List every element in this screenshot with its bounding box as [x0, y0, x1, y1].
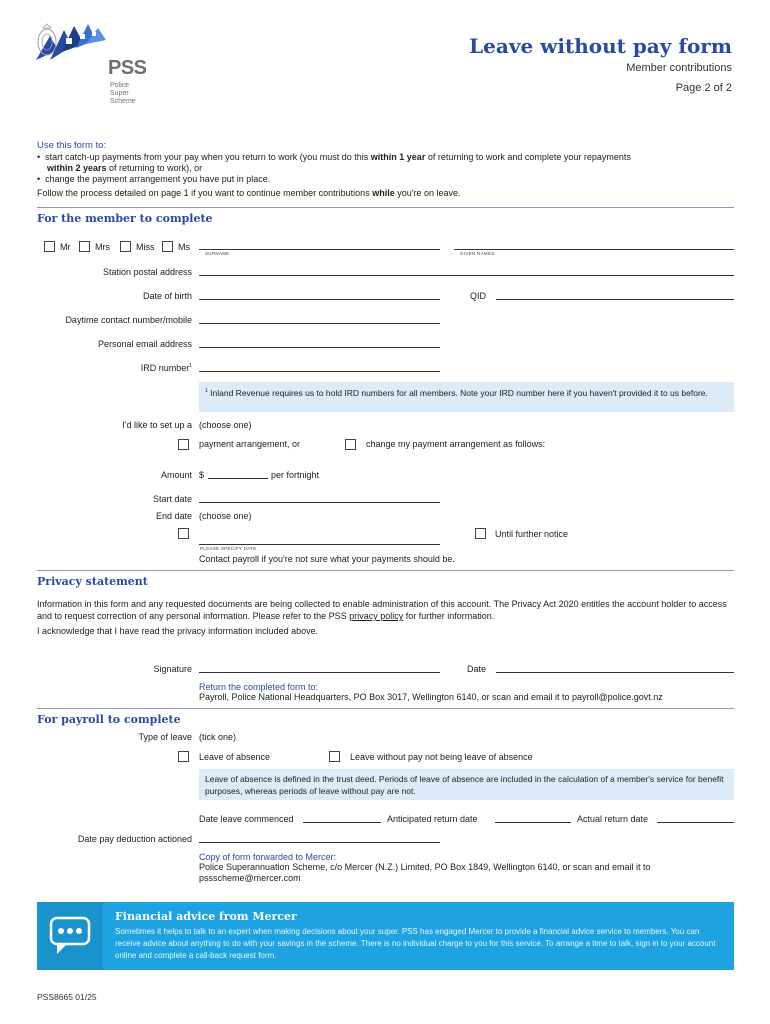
intro-bullet-2: • change the payment arrangement you have put in place.: [37, 174, 271, 184]
mercer-icon-box: [37, 902, 103, 970]
pss-logo: [36, 22, 166, 122]
leave-note-text: Leave of absence is defined in the trust deed. Periods of leave of absence are included in the calculation of a member's service for benefit purposes, whereas periods of leave without pay are not.: [205, 774, 724, 796]
logo-text: PSS: [108, 57, 147, 79]
until-further-notice-checkbox[interactable]: [475, 528, 486, 539]
intro-bullet-1-cont: within 2 years of returning to work), or: [47, 163, 203, 173]
email-label: Personal email address: [97, 339, 192, 349]
email-field[interactable]: [199, 347, 440, 348]
mercer-banner: [37, 902, 734, 970]
title-mrs-checkbox[interactable]: [79, 241, 90, 252]
ird-field[interactable]: [199, 371, 440, 372]
dob-label: Date of birth: [142, 291, 192, 301]
amount-label: Amount: [160, 470, 192, 480]
dob-field[interactable]: [199, 299, 440, 300]
leave-of-absence-label: Leave of absence: [199, 752, 271, 762]
given-names-field[interactable]: [454, 249, 734, 250]
form-code: PSS8665 01/25: [37, 992, 97, 1002]
deduction-actioned-field[interactable]: [199, 842, 440, 843]
divider: [37, 570, 734, 571]
signature-date-label: Date: [467, 664, 487, 674]
end-date-choose-one: (choose one): [199, 511, 252, 521]
signature-field[interactable]: [199, 672, 440, 673]
title-mr-checkbox[interactable]: [44, 241, 55, 252]
return-text: Payroll, Police National Headquarters, PO Box 3017, Wellington 6140, or scan and email it to payroll@police.govt.nz: [199, 692, 663, 702]
deduction-actioned-label: Date pay deduction actioned: [77, 834, 192, 844]
form-subtitle: Member contributions: [626, 62, 732, 74]
return-title: Return the completed form to:: [199, 682, 319, 692]
setup-label: I'd like to set up a: [122, 420, 192, 430]
title-miss-label: Miss: [136, 242, 155, 252]
privacy-policy-link[interactable]: privacy policy: [349, 611, 404, 621]
form-title: Leave without pay form: [469, 34, 732, 58]
ird-label: IRD number$^1$: [140, 363, 192, 373]
leave-without-pay-checkbox[interactable]: [329, 751, 340, 762]
payment-arrangement-checkbox[interactable]: [178, 439, 189, 450]
mercer-title: Financial advice from Mercer: [115, 910, 297, 923]
qid-label: QID: [470, 291, 487, 301]
leave-without-pay-label: Leave without pay not being leave of absence: [350, 752, 533, 762]
page-number: Page 2 of 2: [675, 82, 732, 94]
date-commenced-field[interactable]: [303, 822, 381, 823]
leave-of-absence-checkbox[interactable]: [178, 751, 189, 762]
privacy-ack: I acknowledge that I have read the privacy information included above.: [37, 626, 319, 636]
chat-bubble-icon: [37, 902, 103, 970]
end-date-label: End date: [155, 511, 192, 521]
please-specify-caption: PLEASE SPECIFY DATE: [200, 546, 257, 551]
change-arrangement-label: change my payment arrangement as follows:: [366, 439, 546, 449]
logo-subtext: Police Super Scheme: [110, 82, 136, 105]
change-arrangement-checkbox[interactable]: [345, 439, 356, 450]
station-address-label: Station postal address: [102, 267, 192, 277]
station-address-field[interactable]: [199, 275, 734, 276]
copy-text: Police Superannuation Scheme, c/o Mercer (N.Z.) Limited, PO Box 1849, Wellington 6140, or scan and email it to pssscheme@mercer.com: [199, 862, 651, 883]
title-ms-label: Ms: [178, 242, 190, 252]
type-of-leave-label: Type of leave: [138, 732, 192, 742]
title-miss-checkbox[interactable]: [120, 241, 131, 252]
anticipated-return-field[interactable]: [495, 822, 571, 823]
divider: [37, 708, 734, 709]
surname-field[interactable]: [199, 249, 440, 250]
ird-note-box: [199, 382, 734, 412]
intro-title: Use this form to:: [37, 140, 107, 151]
privacy-text: Information in this form and any requested documents are being collected to enable administration of this account. The Privacy Act 2020 entitles the account holder to access and to request correction of any personal information. Please refer to the PSS privacy policy for further information.: [37, 599, 727, 621]
daytime-contact-field[interactable]: [199, 323, 440, 324]
tick-one-label: (tick one): [199, 732, 237, 742]
actual-return-field[interactable]: [657, 822, 734, 823]
given-names-caption: GIVEN NAMES: [460, 251, 495, 256]
mercer-text: Sometimes it helps to talk to an expert when making decisions about your super. PSS has engaged Mercer to provide a financial advice service to members. You can receive advice about anything to do with your savings in the scheme. There is no individual charge to you for this service. To arrange a time to talk, sign in to your account online and complete a call-back request form.: [115, 927, 716, 960]
setup-choose-one: (choose one): [199, 420, 252, 430]
divider: [37, 207, 734, 208]
leave-note-box: [199, 769, 734, 800]
signature-label: Signature: [153, 664, 192, 674]
payroll-heading: For payroll to complete: [37, 713, 181, 726]
police-crest-icon: [36, 22, 58, 60]
title-mrs-label: Mrs: [95, 242, 110, 252]
amount-field[interactable]: [208, 478, 268, 479]
dollar-sign: $: [199, 470, 205, 480]
per-fortnight-label: per fortnight: [271, 470, 320, 480]
anticipated-return-label: Anticipated return date: [387, 814, 478, 824]
daytime-contact-label: Daytime contact number/mobile: [65, 315, 192, 325]
surname-caption: SURNAME: [205, 251, 230, 256]
payment-arrangement-label: payment arrangement, or: [199, 439, 301, 449]
title-mr-label: Mr: [60, 242, 71, 252]
signature-date-field[interactable]: [496, 672, 734, 673]
ird-note-text: $^1$ Inland Revenue requires us to hold IRD numbers for all members. Note your IRD number here if you haven't provided it to us before.: [205, 387, 708, 398]
intro-bullet-1: • start catch-up payments from your pay when you return to work (you must do this within 1 year of returning to work and complete your repayments: [37, 152, 631, 162]
actual-return-label: Actual return date: [577, 814, 649, 824]
copy-title: Copy of form forwarded to Mercer:: [199, 852, 337, 862]
end-date-specify-checkbox[interactable]: [178, 528, 189, 539]
privacy-heading: Privacy statement: [37, 575, 148, 588]
contact-payroll-note: Contact payroll if you're not sure what your payments should be.: [199, 554, 455, 564]
start-date-field[interactable]: [199, 502, 440, 503]
qid-field[interactable]: [496, 299, 734, 300]
member-section-heading: For the member to complete: [37, 212, 213, 225]
title-ms-checkbox[interactable]: [162, 241, 173, 252]
start-date-label: Start date: [152, 494, 192, 504]
end-date-field[interactable]: [199, 544, 440, 545]
date-commenced-label: Date leave commenced: [199, 814, 294, 824]
until-further-notice-label: Until further notice: [495, 529, 569, 539]
intro-follow-text: Follow the process detailed on page 1 if you want to continue member contributions while you're on leave.: [37, 188, 461, 198]
